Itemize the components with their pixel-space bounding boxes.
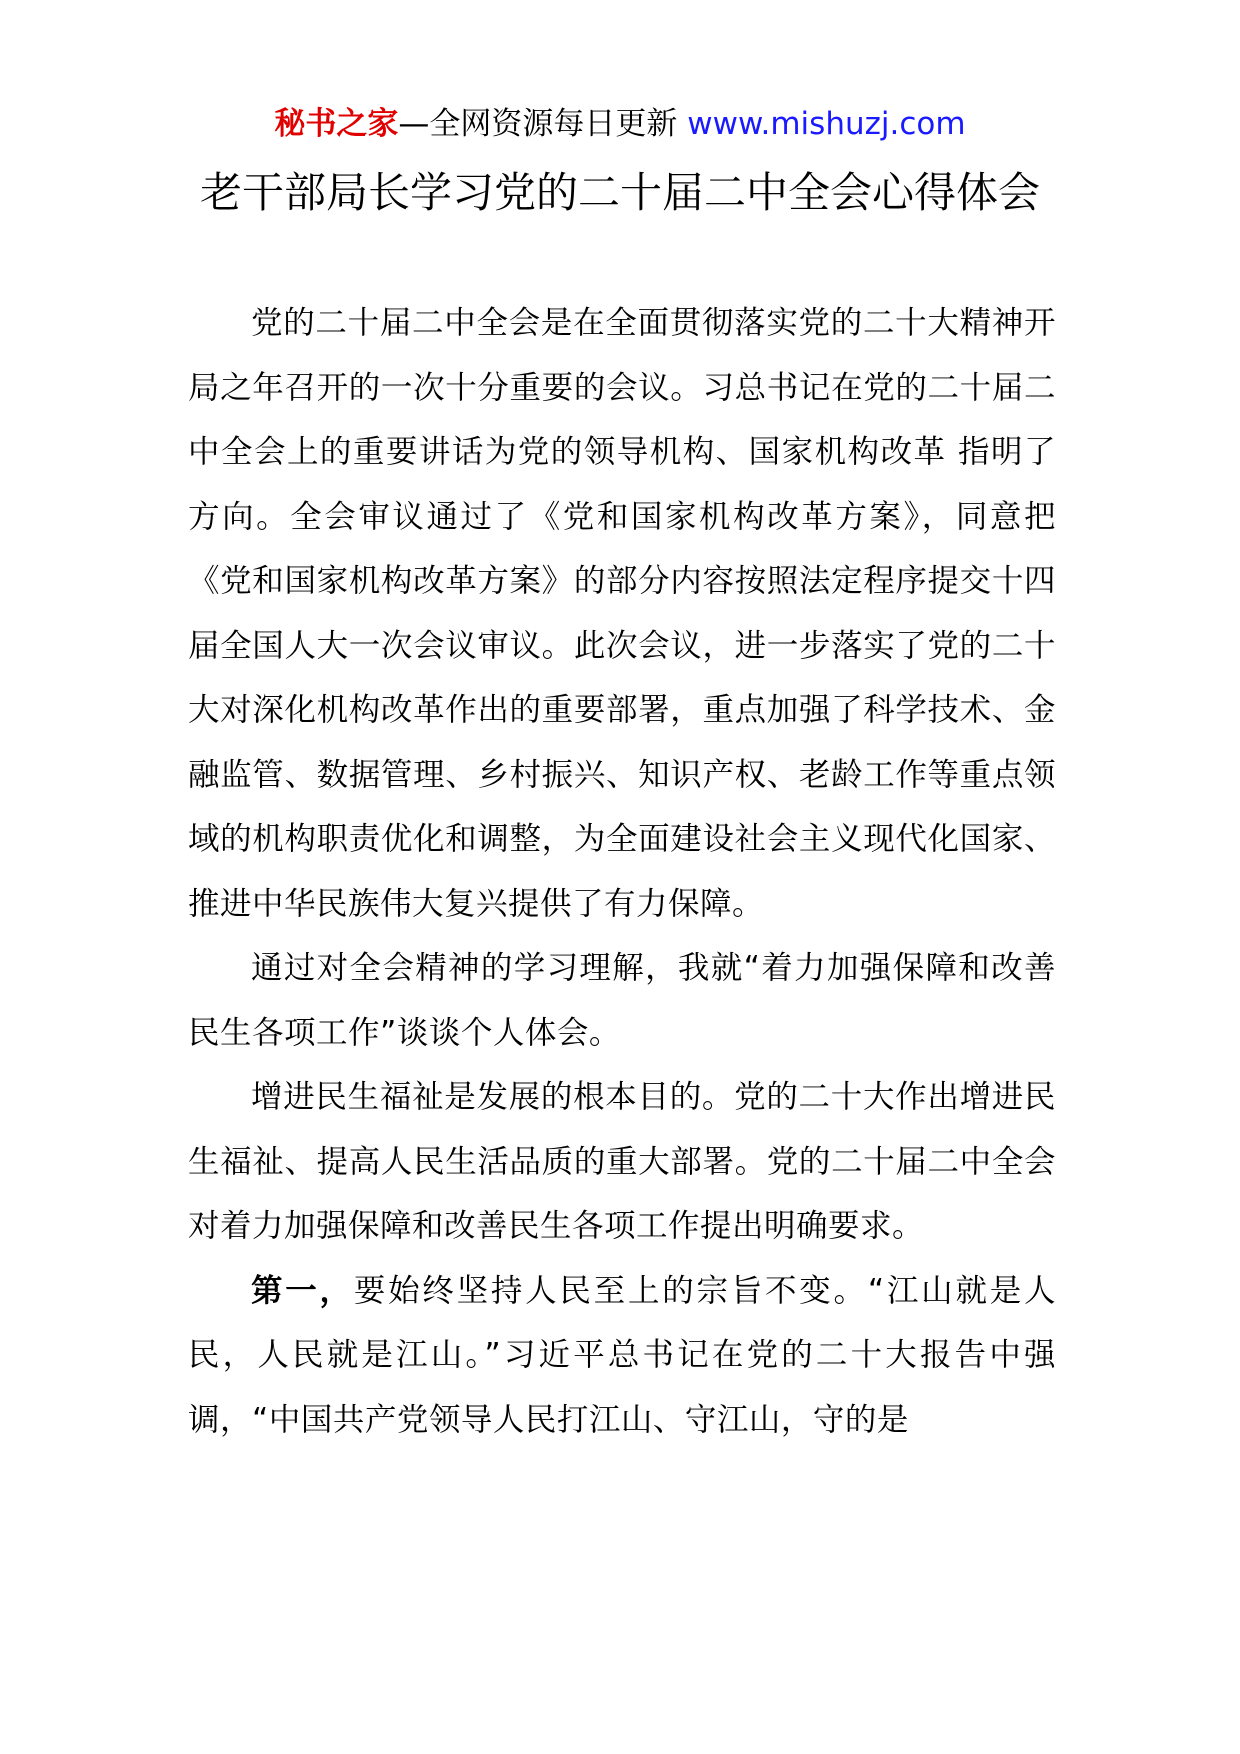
site-header [0, 100, 1240, 148]
paragraph-3-text: 增进民生福祉是发展的根本目的。党的二十大作出增进民生福祉、提高人民生活品质的重大部署。党的二十届二中全会对着力加强保障和改善民生各项工作提出明确要求。 [188, 1079, 1056, 1244]
paragraph-4 [188, 1259, 1056, 1453]
site-brand: 秘书之家 [274, 106, 399, 142]
paragraph-1-text: 党的二十届二中全会是在全面贯彻落实党的二十大精神开局之年召开的一次十分重要的会议。习总书记在党的二十届二中全会上的重要讲话为党的领导机构、国家机构改革 指明了方向。全会审议通过了《党和国家机构改革方案》，同意把《党和国家机构改革方案》的部分内容按照法定程序提交十四届全国人大一次会议审议。此次会议，进一步落实了党的二十大对深化机构改革作出的重要部署，重点加强了科学技术、金融监管、数据管理、乡村振兴、知识产权、老龄工作等重点领域的机构职责优化和调整，为全面建设社会主义现代化国家、推进中华民族伟大复兴提供了有力保障。 [188, 305, 1056, 922]
paragraph-3 [188, 1065, 1056, 1259]
paragraph-4-lead: 第一， [251, 1272, 354, 1309]
site-url[interactable]: www.mishuzj.com [687, 106, 966, 142]
paragraph-4-text: 要始终坚持人民至上的宗旨不变。“江山就是人民，人民就是江山。”习近平总书记在党的二十大报告中强调，“中国共产党领导人民打江山、守江山，守的是 [188, 1272, 1056, 1438]
site-slogan: —全网资源每日更新 [398, 106, 688, 142]
paragraph-2-text: 通过对全会精神的学习理解，我就“着力加强保障和改善民生各项工作”谈谈个人体会。 [188, 950, 1056, 1051]
document-title: 老干部局长学习党的二十届二中全会心得体会 [199, 168, 1040, 217]
paragraph-1 [188, 291, 1056, 936]
paragraph-2 [188, 936, 1056, 1065]
document-body [188, 291, 1056, 1452]
